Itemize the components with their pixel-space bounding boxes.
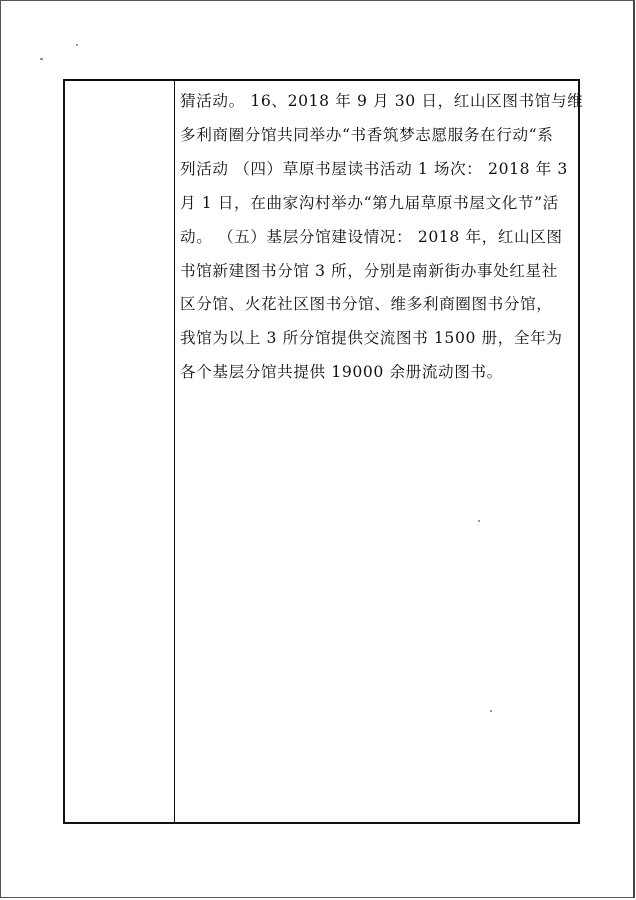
text-line: 多利商圈分馆共同举办“书香筑梦志愿服务在行动“系 [180, 125, 554, 144]
text-line: 猜活动。 16、2018 年 9 月 30 日，红山区图书馆与维 [180, 92, 584, 110]
scan-speck [76, 44, 78, 46]
text-line: 列活动 （四）草原书屋读书活动 1 场次： 2018 年 3 [180, 159, 568, 178]
text-line: 各个基层分馆共提供 19000 余册流动图书。 [180, 363, 503, 382]
form-table [63, 79, 584, 824]
text-line: 书馆新建图书分馆 3 所，分别是南新街办事处红星社 [180, 261, 558, 280]
text-line: 月 1 日，在曲家沟村举办“第九届草原书屋文化节”活 [180, 193, 559, 212]
text-line: 区分馆、火花社区图书分馆、维多利商圈图书分馆， [180, 295, 553, 314]
scan-speck [40, 58, 43, 60]
table-label-column [65, 81, 175, 822]
text-line: 动。 （五）基层分馆建设情况： 2018 年，红山区图 [180, 227, 563, 246]
table-content-cell [180, 85, 584, 390]
text-line: 我馆为以上 3 所分馆提供交流图书 1500 册，全年为 [180, 329, 563, 348]
